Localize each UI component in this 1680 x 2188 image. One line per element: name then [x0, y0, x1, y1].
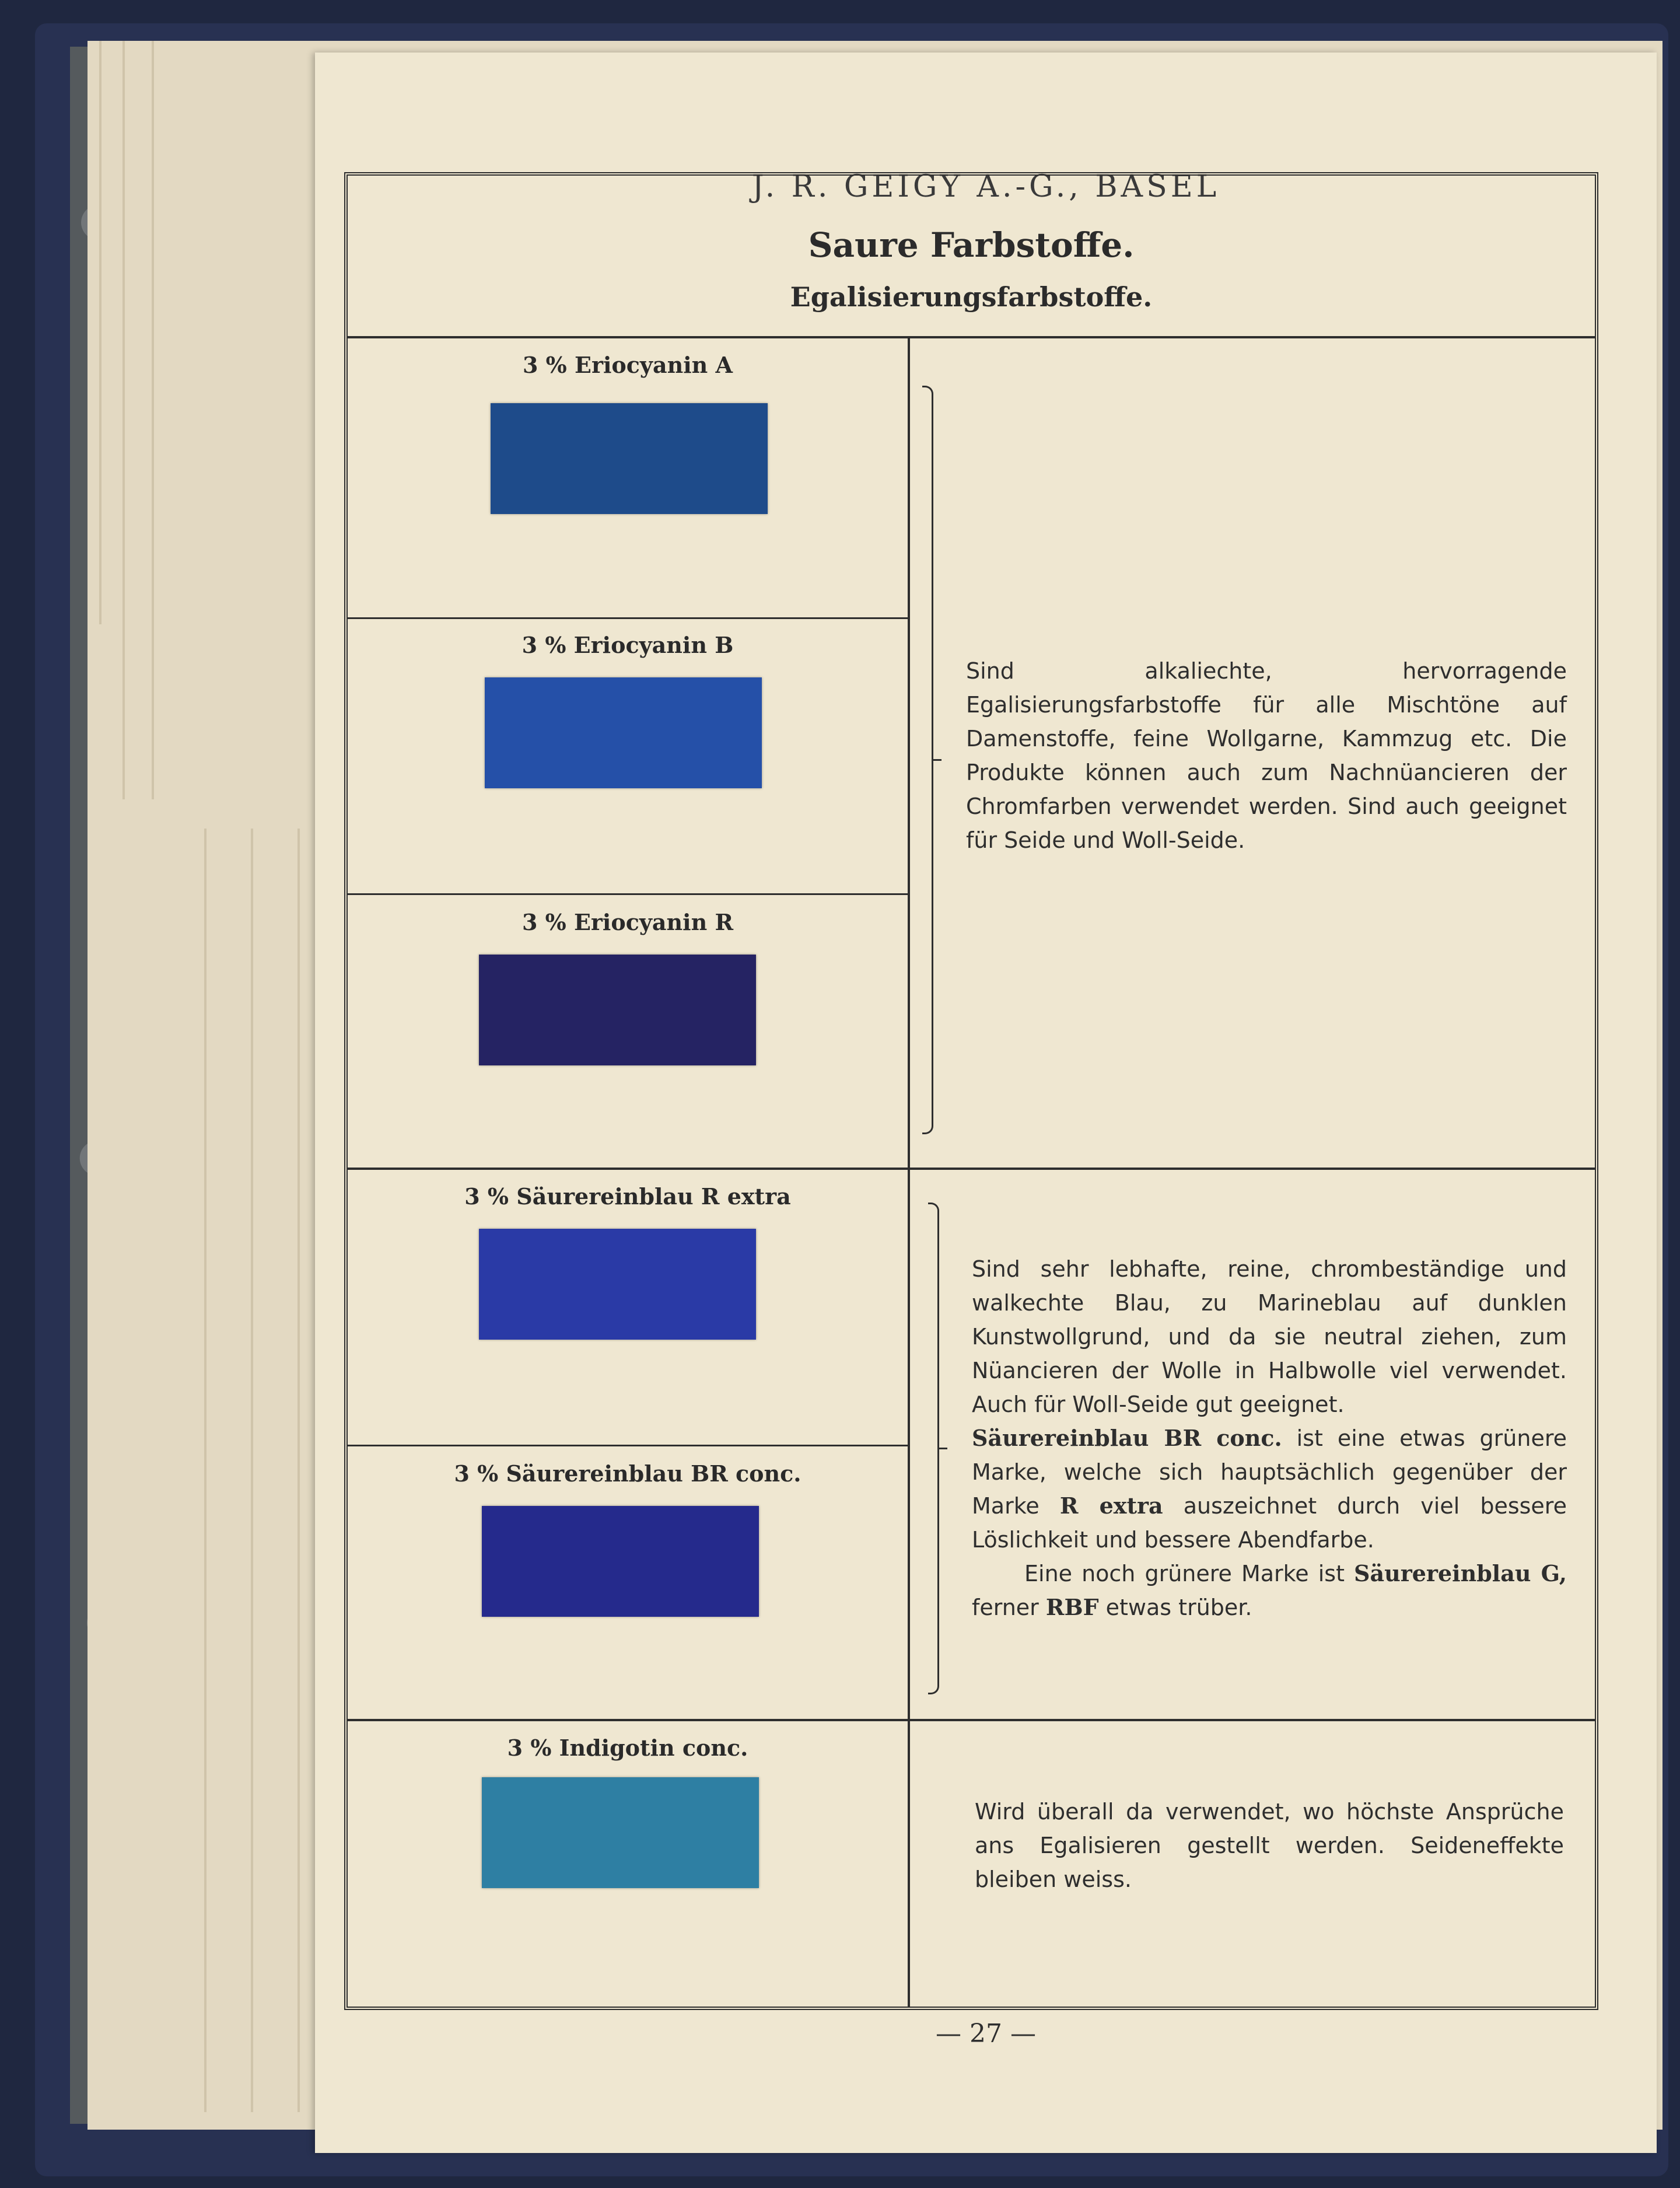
row-divider — [348, 893, 908, 895]
description-text: etwas trüber. — [1098, 1595, 1252, 1620]
fabric-swatch — [485, 677, 762, 788]
description-paragraph-3 — [972, 1557, 1567, 1624]
bracket-tip — [933, 759, 942, 761]
sample-cell-eriocyanin-b — [348, 619, 908, 893]
description-text: Sind alkaliechte, hervorragende Egalisierungsfarbstoffe für alle Mischtöne auf Damenstoffe, feine Wollgarne, Kammzug etc. Die Produkte können auch zum Nachnüancieren der Chromfarben verwendet werden. Sind auch geeignet für Seide und Woll-Seide. — [966, 658, 1567, 853]
description-text: Eine noch grünere Marke ist — [1024, 1561, 1354, 1586]
sample-cell-saeurereinblau-br-conc — [348, 1448, 908, 1722]
description-eriocyanin — [966, 654, 1567, 857]
product-name: R extra — [1059, 1493, 1163, 1519]
fabric-swatch — [479, 955, 756, 1065]
description-indigotin — [975, 1795, 1564, 1896]
description-text: ferner — [972, 1595, 1046, 1620]
description-text: ist eine etwas grünere Marke, welche sich hauptsächlich gegenüber der Marke — [972, 1425, 1567, 1519]
section-title: Saure Farbstoffe. — [808, 225, 1135, 265]
product-name: RBF — [1045, 1594, 1099, 1620]
description-saeurereinblau — [972, 1252, 1567, 1624]
sample-label: 3 % Eriocyanin A — [522, 352, 733, 378]
page-number: — 27 — — [936, 2019, 1036, 2049]
fabric-swatch — [491, 403, 768, 514]
fabric-swatch — [482, 1506, 759, 1617]
fabric-swatch — [482, 1777, 759, 1888]
sample-label: 3 % Säurereinblau BR conc. — [454, 1460, 802, 1487]
sample-cell-eriocyanin-a — [348, 339, 908, 613]
bracket-tip — [939, 1448, 947, 1449]
sample-table — [344, 172, 1598, 2010]
product-name: Säurereinblau G, — [1354, 1560, 1567, 1586]
sample-label: 3 % Säurereinblau R extra — [464, 1183, 791, 1210]
sample-cell-saeurereinblau-r-extra — [348, 1170, 908, 1445]
description-paragraph-2 — [972, 1421, 1567, 1557]
running-head: J. R. GEIGY A.-G., BASEL — [751, 169, 1220, 204]
description-text: auszeichnet durch viel bessere Löslichkeit und bessere Abendfarbe. — [972, 1493, 1567, 1553]
row-divider — [348, 1445, 908, 1446]
column-divider — [908, 336, 910, 2008]
sample-label: 3 % Eriocyanin B — [522, 632, 734, 658]
description-text: Sind sehr lebhafte, reine, chrombeständige und walkechte Blau, zu Marineblau auf dunklen Kunstwollgrund, und da sie neutral ziehen, zum Nüancieren der Wolle in Halbwolle viel verwendet. Auch für Woll-Seide gut geeignet. — [972, 1256, 1567, 1417]
sample-label: 3 % Indigotin conc. — [507, 1735, 748, 1761]
fabric-swatch — [479, 1229, 756, 1340]
description-text: Wird überall da verwendet, wo höchste Ansprüche ans Egalisieren gestellt werden. Seideneffekte bleiben weiss. — [975, 1799, 1564, 1892]
sample-cell-indigotin-conc — [348, 1722, 908, 1996]
title-row — [348, 176, 1595, 338]
sample-cell-eriocyanin-r — [348, 896, 908, 1170]
section-subtitle: Egalisierungsfarbstoffe. — [790, 281, 1153, 313]
sample-label: 3 % Eriocyanin R — [522, 909, 734, 935]
bracket-top — [922, 386, 933, 761]
bracket-bottom — [922, 759, 933, 1134]
product-name: Säurereinblau BR conc. — [972, 1425, 1282, 1451]
bracket-top — [928, 1203, 939, 1449]
bracket-bottom — [928, 1448, 939, 1694]
